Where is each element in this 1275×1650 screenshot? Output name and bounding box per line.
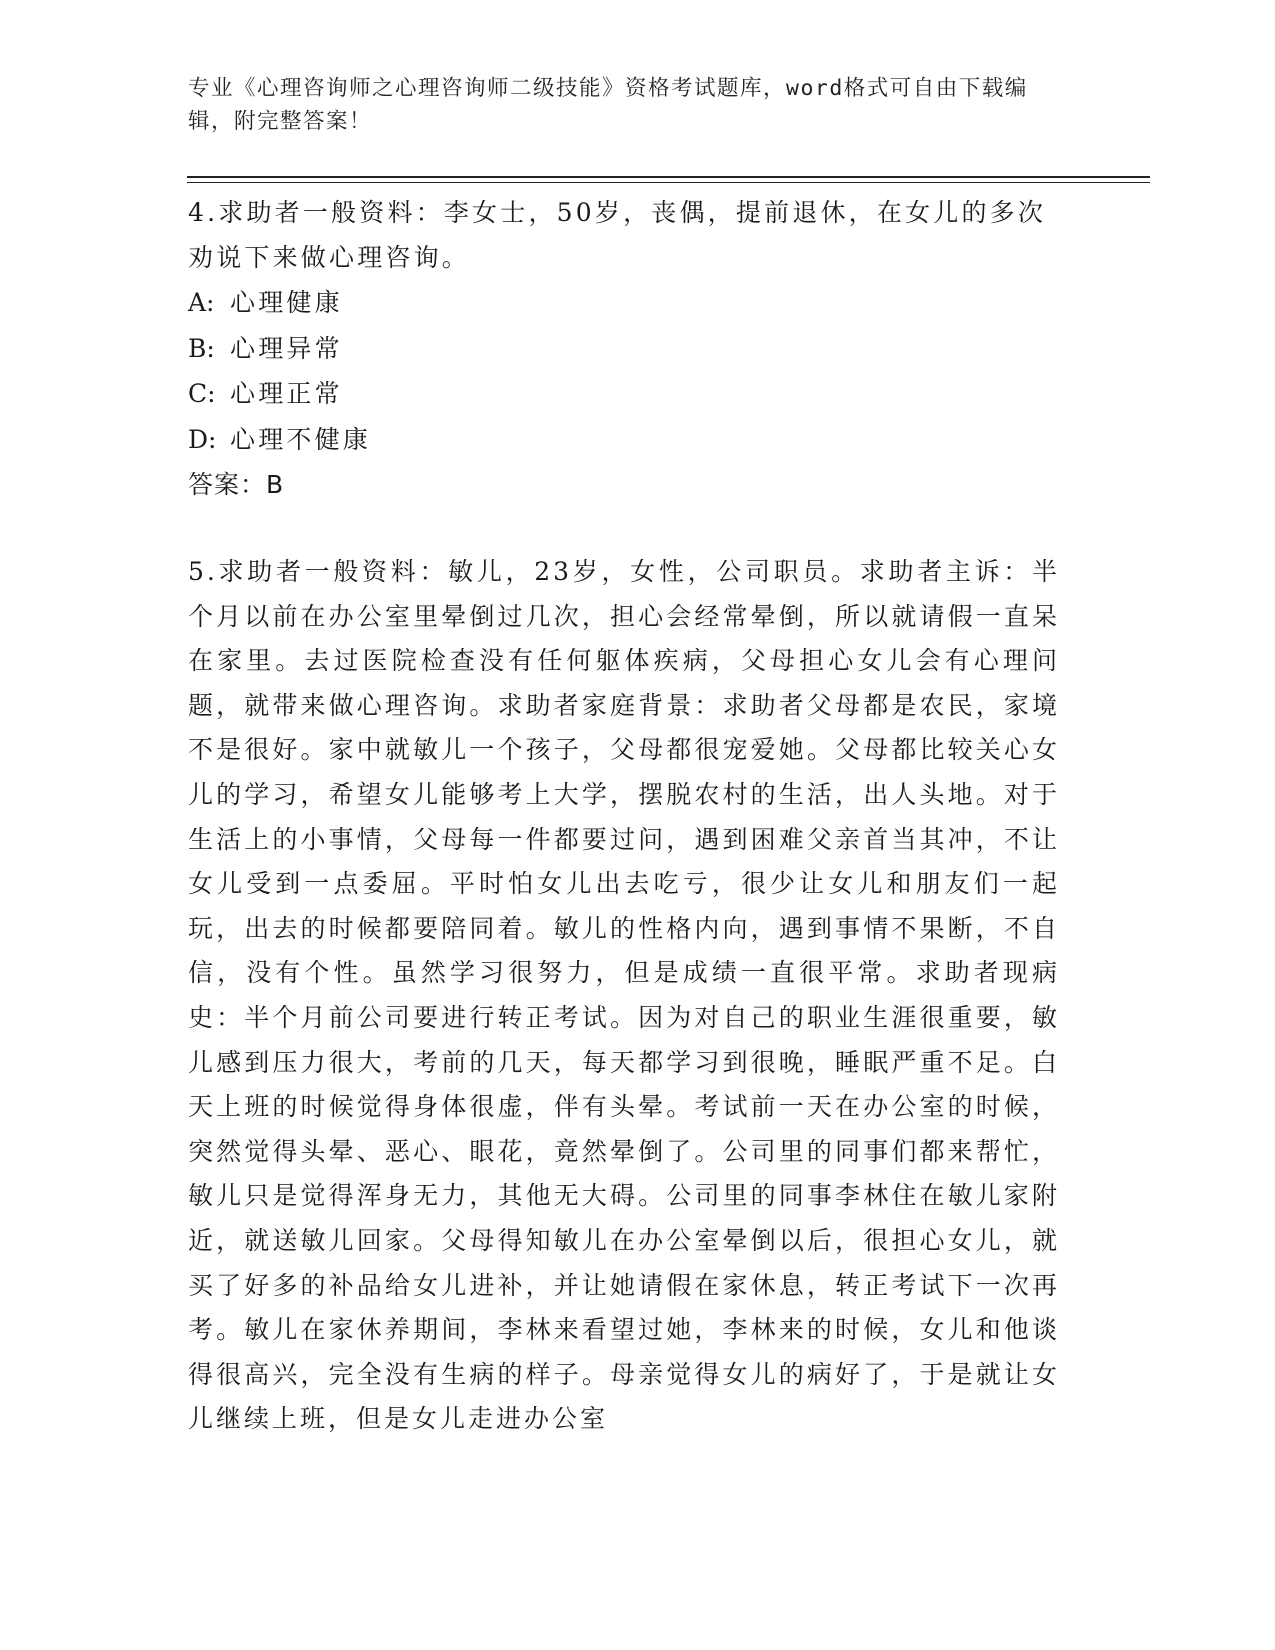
question-stem: 4.求助者一般资料：李女士，50岁，丧偶，提前退休，在女儿的多次劝说下来做心理咨询。 <box>188 198 1047 272</box>
option-c <box>188 371 1068 417</box>
header-divider-thin <box>187 182 1150 183</box>
option-b <box>188 326 1068 372</box>
answer-line: 答案：B <box>188 470 285 499</box>
option-a <box>188 280 1068 326</box>
document-header: 专业《心理咨询师之心理咨询师二级技能》资格考试题库，word格式可自由下载编辑，附完整答案！ <box>188 76 1028 134</box>
option-label: A: <box>188 288 215 317</box>
option-text: 心理异常 <box>230 333 343 363</box>
option-label: B: <box>188 333 215 363</box>
header-divider-thick <box>187 176 1150 178</box>
option-d <box>188 417 1068 463</box>
option-text: 心理健康 <box>230 288 343 317</box>
question-stem: 5.求助者一般资料：敏儿，23岁，女性，公司职员。求助者主诉：半个月以前在办公室里晕倒过几次，担心会经常晕倒，所以就请假一直呆在家里。去过医院检查没有任何躯体疾病，父母担心女儿会有心理问题，就带来做心理咨询。求助者家庭背景：求助者父母都是农民，家境不是很好。家中就敏儿一个孩子，父母都很宠爱她。父母都比较关心女儿的学习，希望女儿能够考上大学，摆脱农村的生活，出人头地。对于生活上的小事情，父母每一件都要过问，遇到困难父亲首当其冲，不让女儿受到一点委屈。平时怕女儿出去吃亏，很少让女儿和朋友们一起玩，出去的时候都要陪同着。敏儿的性格内向，遇到事情不果断，不自信，没有个性。虽然学习很努力，但是成绩一直很平常。求助者现病史：半个月前公司要进行转正考试。因为对自己的职业生涯很重要，敏儿感到压力很大，考前的几天，每天都学习到很晚，睡眠严重不足。白天上班的时候觉得身体很虚，伴有头晕。考试前一天在办公室的时候，突然觉得头晕、恶心、眼花，竟然晕倒了。公司里的同事们都来帮忙，敏儿只是觉得浑身无力，其他无大碍。公司里的同事李林住在敏儿家附近，就送敏儿回家。父母得知敏儿在办公室晕倒以后，很担心女儿，就买了好多的补品给女儿进补，并让她请假在家休息，转正考试下一次再考。敏儿在家休养期间，李林来看望过她，李林来的时候，女儿和他谈得很高兴，完全没有生病的样子。母亲觉得女儿的病好了，于是就让女儿继续上班，但是女儿走进办公室 <box>188 557 1060 1434</box>
option-text: 心理正常 <box>230 379 343 408</box>
question-5 <box>188 550 1060 1442</box>
option-label: C: <box>188 379 216 408</box>
option-text: 心理不健康 <box>230 424 372 454</box>
question-4 <box>188 191 1068 508</box>
option-label: D: <box>188 424 217 454</box>
